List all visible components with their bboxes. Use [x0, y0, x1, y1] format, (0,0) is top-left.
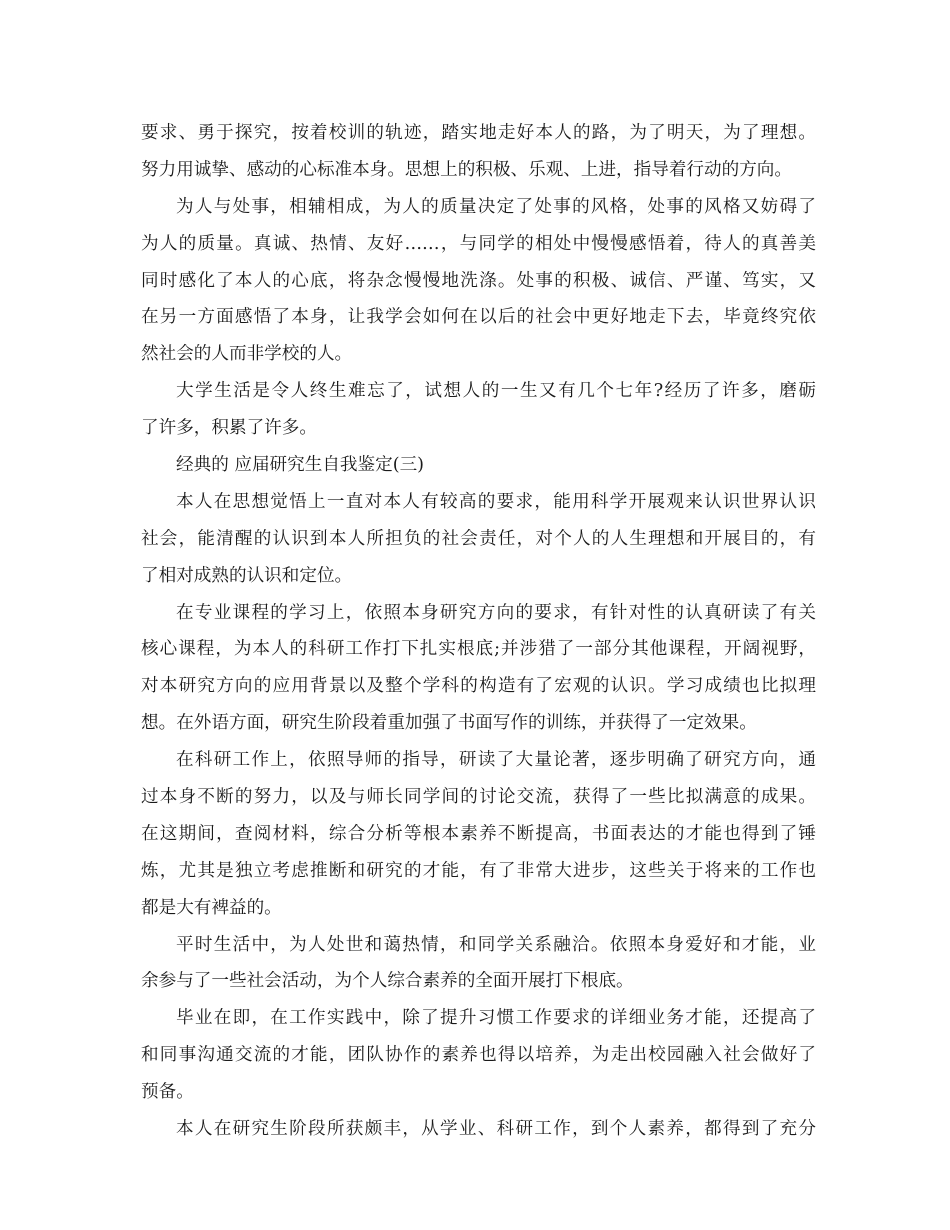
text-line: 预备。 — [141, 1082, 194, 1103]
text-line: 努力用诚挚、感动的心标准本身。思想上的积极、乐观、上进，指导着行动的方向。 — [141, 159, 792, 180]
text-line: 然社会的人而非学校的人。 — [141, 344, 353, 365]
text-line: 平时生活中，为人处世和蔼热情，和同学关系融洽。依照本身爱好和才能，业 — [176, 934, 816, 955]
text-line: 想。在外语方面，研究生阶段着重加强了书面写作的训练，并获得了一定效果。 — [141, 713, 757, 734]
text-line: 对本研究方向的应用背景以及整个学科的构造有了宏观的认识。学习成绩也比拟理 — [141, 676, 816, 697]
text-line: 为人的质量。真诚、热情、友好……，与同学的相处中慢慢感悟着，待人的真善美 — [141, 233, 816, 254]
text-line: 本人在研究生阶段所获颇丰，从学业、科研工作，到个人素养，都得到了充分 — [176, 1119, 816, 1140]
text-line: 在另一方面感悟了本身，让我学会如何在以后的社会中更好地走下去，毕竟终究依 — [141, 307, 816, 328]
text-line: 毕业在即，在工作实践中，除了提升习惯工作要求的详细业务才能，还提高了 — [176, 1008, 816, 1029]
text-line: 社会，能清醒的认识到本人所担负的社会责任，对个人的人生理想和开展目的，有 — [141, 528, 816, 549]
text-line: 在专业课程的学习上，依照本身研究方向的要求，有针对性的认真研读了有关 — [176, 602, 816, 623]
text-line: 和同事沟通交流的才能，团队协作的素养也得以培养，为走出校园融入社会做好了 — [141, 1045, 816, 1066]
text-line: 都是大有裨益的。 — [141, 897, 282, 918]
text-line: 大学生活是令人终生难忘了，试想人的一生又有几个七年?经历了许多，磨砺 — [176, 381, 816, 402]
text-line: 了相对成熟的认识和定位。 — [141, 565, 353, 586]
text-line: 在这期间，查阅材料，综合分析等根本素养不断提高，书面表达的才能也得到了锤 — [141, 823, 816, 844]
text-line: 为人与处事，相辅相成，为人的质量决定了处事的风格，处事的风格又妨碍了 — [176, 196, 816, 217]
text-line: 本人在思想觉悟上一直对本人有较高的要求，能用科学开展观来认识世界认识 — [176, 491, 816, 512]
text-line: 炼，尤其是独立考虑推断和研究的才能，有了非常大进步，这些关于将来的工作也 — [141, 860, 816, 881]
text-line: 同时感化了本人的心底，将杂念慢慢地洗涤。处事的积极、诚信、严谨、笃实，又 — [141, 270, 816, 291]
text-line: 核心课程，为本人的科研工作打下扎实根底;并涉猎了一部分其他课程，开阔视野， — [141, 639, 816, 660]
text-line: 经典的 应届研究生自我鉴定(三) — [176, 455, 425, 476]
document-page — [141, 115, 816, 1148]
text-line: 要求、勇于探究，按着校训的轨迹，踏实地走好本人的路，为了明天，为了理想。 — [141, 123, 816, 143]
text-line: 过本身不断的努力，以及与师长同学间的讨论交流，获得了一些比拟满意的成果。 — [141, 787, 816, 808]
text-line: 在科研工作上，依照导师的指导，研读了大量论著，逐步明确了研究方向，通 — [176, 750, 816, 771]
text-line: 了许多，积累了许多。 — [141, 418, 317, 439]
text-line: 余参与了一些社会活动，为个人综合素养的全面开展打下根底。 — [141, 971, 634, 992]
